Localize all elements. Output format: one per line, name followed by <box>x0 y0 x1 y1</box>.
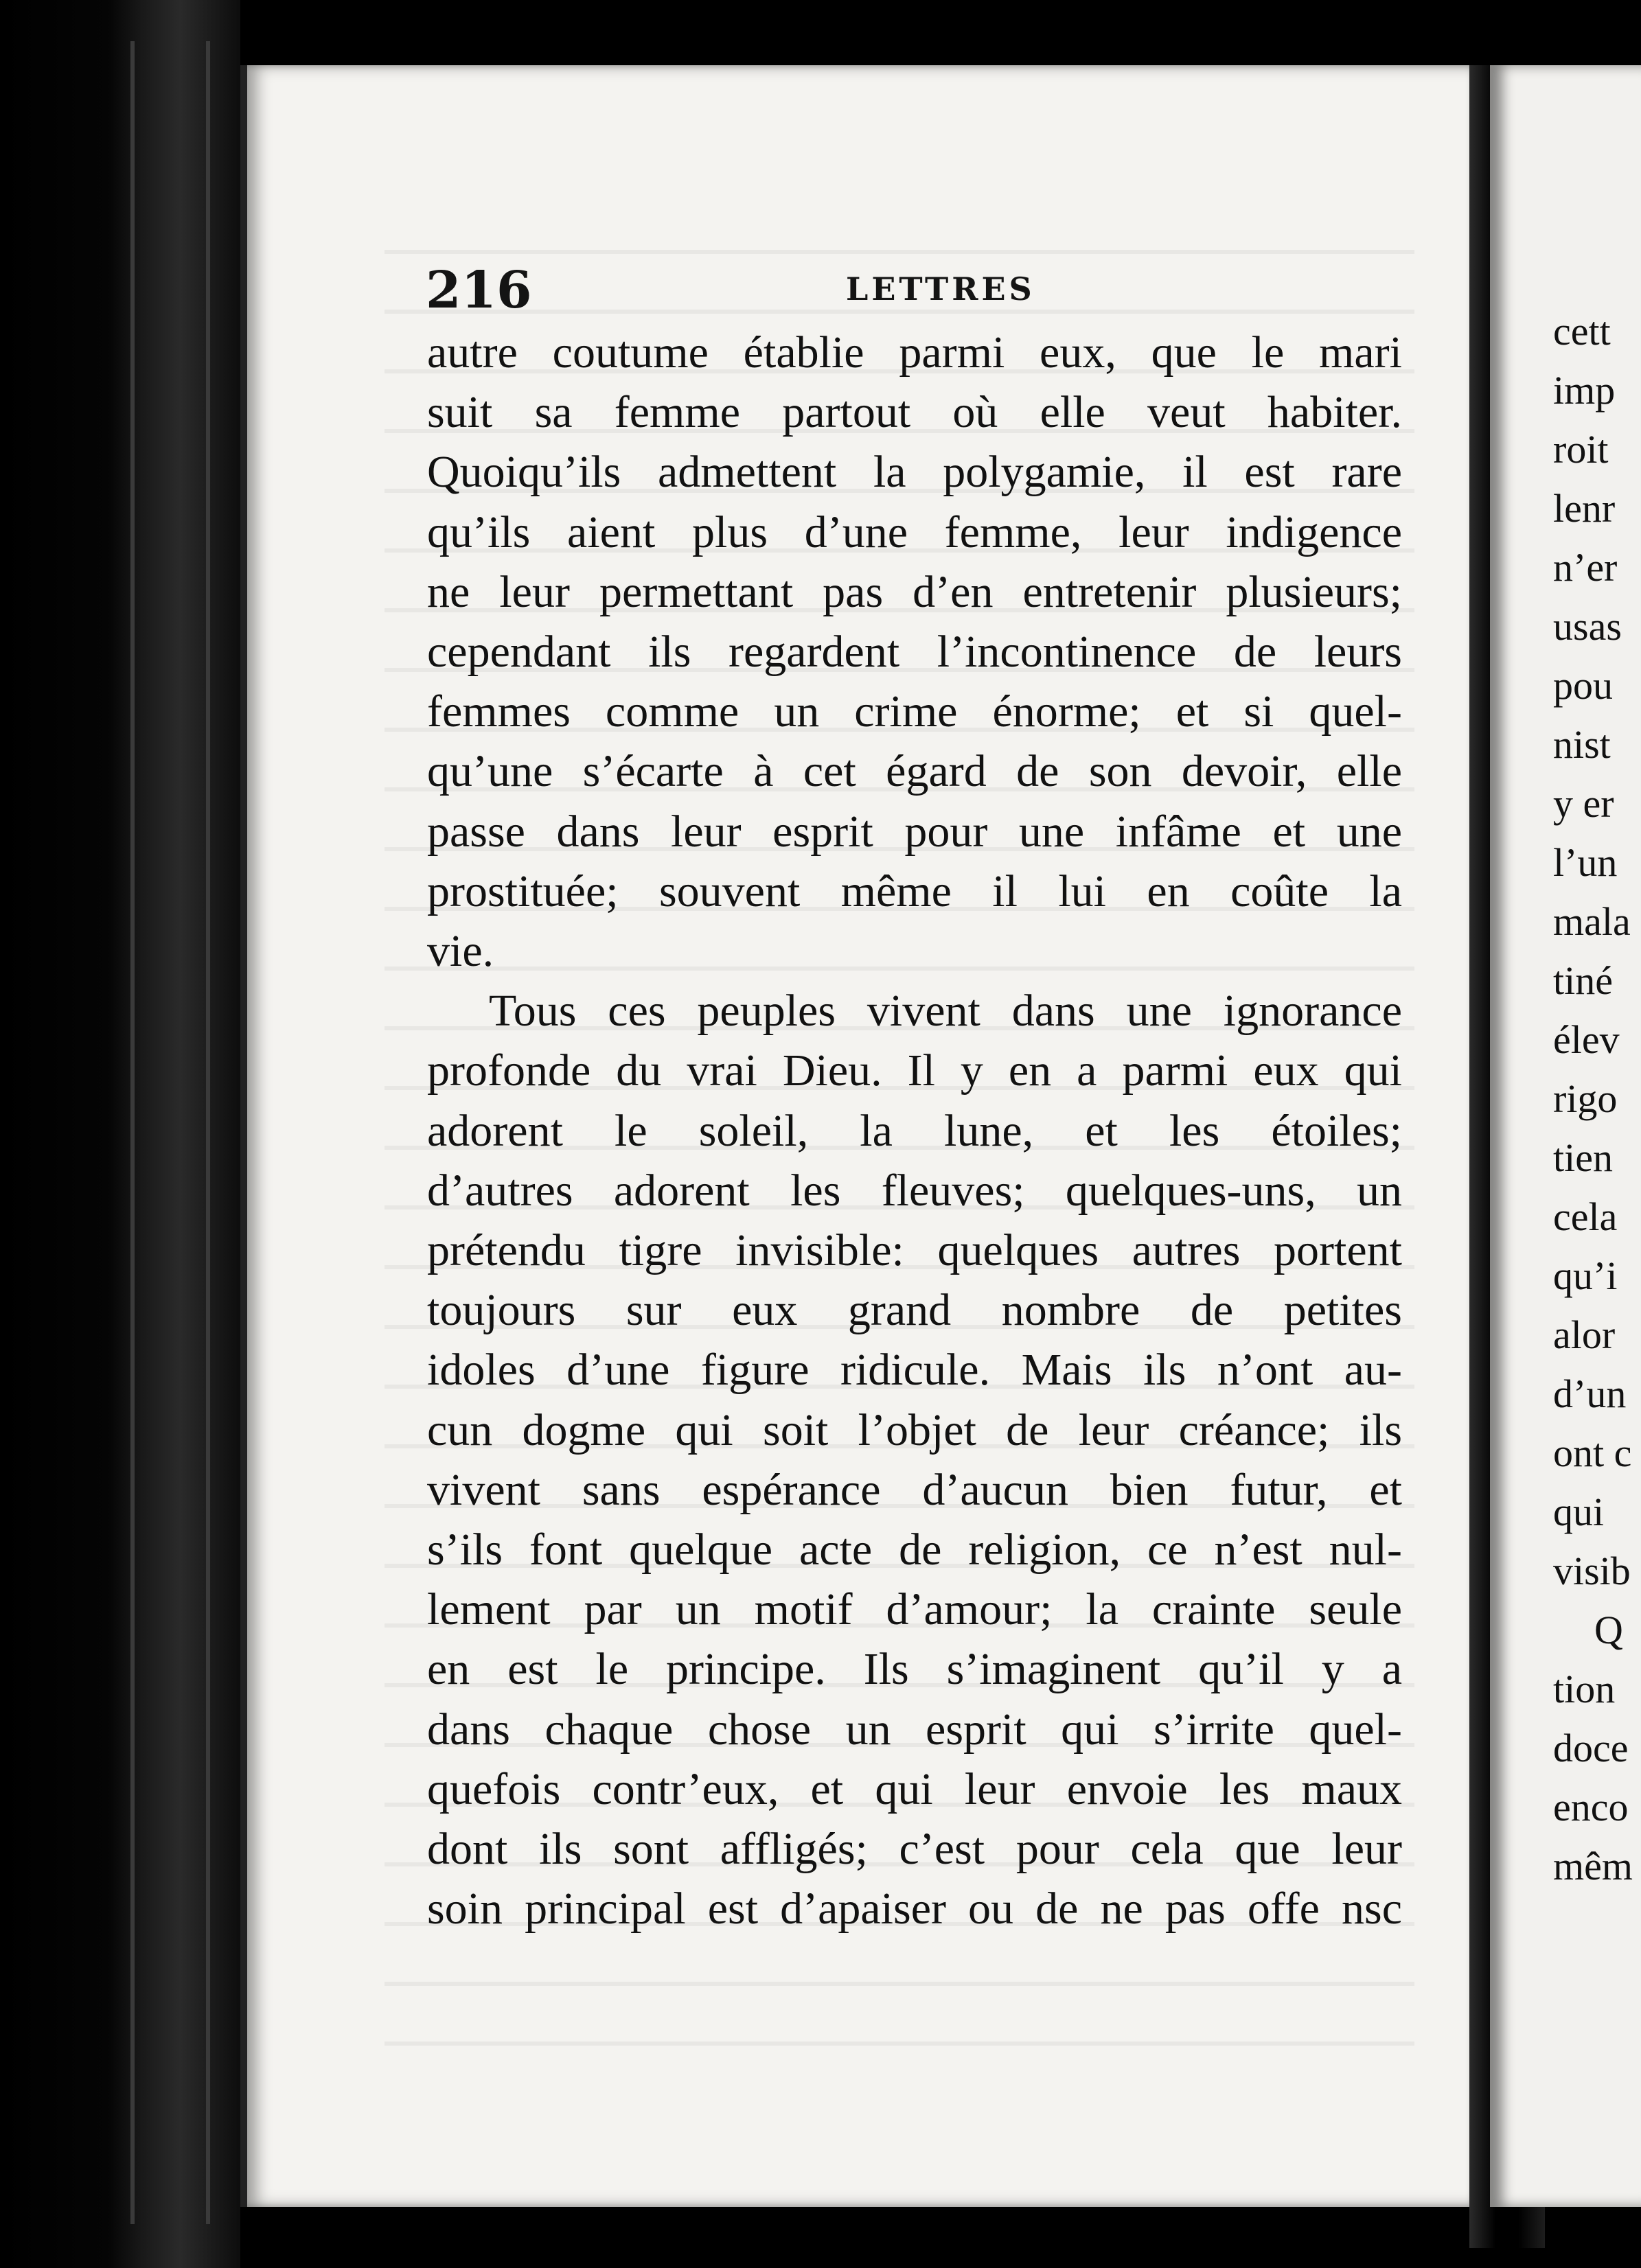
facing-text-line: alor <box>1553 1312 1616 1357</box>
facing-text-line: élev <box>1553 1017 1620 1062</box>
facing-page-text <box>1553 302 1641 1896</box>
text-line: adorent le soleil, la lune, et les étoiles; <box>427 1105 1402 1156</box>
text-line: vie. <box>427 926 494 977</box>
facing-text-line: mêm <box>1553 1844 1633 1888</box>
text-line: prétendu tigre invisible: quelques autres portent <box>427 1225 1402 1276</box>
binding-edge <box>130 41 135 2224</box>
facing-text-line: tion <box>1553 1667 1616 1711</box>
text-line: qu’une s’écarte à cet égard de son devoir, elle <box>427 746 1402 797</box>
facing-text-line: mala <box>1553 899 1631 944</box>
page-header <box>426 261 1421 320</box>
facing-text-line: d’un <box>1553 1372 1627 1416</box>
book-binding <box>0 0 240 2268</box>
facing-text-line: tiné <box>1553 958 1613 1003</box>
facing-text-line: qu’i <box>1553 1253 1618 1298</box>
text-line: prostituée; souvent même il lui en coûte la <box>427 866 1402 916</box>
facing-text-line: ont c <box>1553 1431 1632 1475</box>
text-line: lement par un motif d’amour; la crainte seule <box>427 1584 1402 1635</box>
page-number: 216 <box>426 261 532 320</box>
text-line: en est le principe. Ils s’imaginent qu’il y a <box>427 1644 1402 1695</box>
facing-text-line: imp <box>1553 368 1616 413</box>
facing-text-line: doce <box>1553 1726 1629 1770</box>
facing-text-line: qui <box>1553 1490 1605 1534</box>
text-line: ne leur permettant pas d’en entretenir plusieurs; <box>427 566 1402 617</box>
facing-text-line: pou <box>1553 663 1613 708</box>
facing-text-line: lenr <box>1553 486 1616 531</box>
text-line: cependant ils regardent l’incontinence de leurs <box>427 627 1402 678</box>
text-line: d’autres adorent les fleuves; quelques-uns, un <box>427 1165 1402 1216</box>
text-line: soin principal est d’apaiser ou de ne pas offe nsc <box>427 1884 1402 1934</box>
text-line: cun dogme qui soit l’objet de leur créance; ils <box>427 1404 1402 1455</box>
text-line: dont ils sont affligés; c’est pour cela que leur <box>427 1824 1402 1875</box>
facing-text-line: l’un <box>1553 840 1618 885</box>
facing-text-line: rigo <box>1553 1076 1618 1121</box>
text-line: s’ils font quelque acte de religion, ce n’est nul- <box>427 1525 1402 1575</box>
text-line: Tous ces peuples vivent dans une ignorance <box>489 986 1402 1037</box>
facing-text-line: nist <box>1553 722 1611 767</box>
facing-text-line: roit <box>1553 427 1609 472</box>
facing-text-line: cett <box>1553 309 1611 354</box>
text-line: femmes comme un crime énorme; et si quel- <box>427 686 1402 737</box>
text-line: idoles d’une figure ridicule. Mais ils n’ont au- <box>427 1345 1402 1396</box>
text-line: profonde du vrai Dieu. Il y en a parmi eux qui <box>427 1045 1402 1096</box>
facing-text-line: n’er <box>1553 545 1618 590</box>
running-head: LETTRES <box>846 270 1035 308</box>
facing-text-line: usas <box>1553 604 1622 649</box>
text-line: qu’ils aient plus d’une femme, leur indigence <box>427 507 1402 557</box>
text-line: autre coutume établie parmi eux, que le mari <box>427 327 1402 378</box>
text-line: passe dans leur esprit pour une infâme et une <box>427 806 1402 857</box>
facing-text-line: y er <box>1553 781 1614 826</box>
text-line: quefois contr’eux, et qui leur envoie les maux <box>427 1763 1402 1814</box>
facing-text-line: Q <box>1594 1608 1623 1652</box>
binding-edge <box>206 41 210 2224</box>
body-text <box>427 323 1402 1939</box>
facing-text-line: visib <box>1553 1549 1631 1593</box>
facing-text-line: cela <box>1553 1194 1618 1239</box>
text-line: vivent sans espérance d’aucun bien futur, et <box>427 1464 1402 1515</box>
text-line: Quoiqu’ils admettent la polygamie, il est rare <box>427 447 1402 498</box>
text-line: toujours sur eux grand nombre de petites <box>427 1285 1402 1336</box>
text-line: suit sa femme partout où elle veut habiter. <box>427 387 1402 438</box>
facing-text-line: enco <box>1553 1785 1629 1829</box>
facing-text-line: tien <box>1553 1135 1613 1180</box>
text-line: dans chaque chose un esprit qui s’irrite quel- <box>427 1704 1402 1755</box>
